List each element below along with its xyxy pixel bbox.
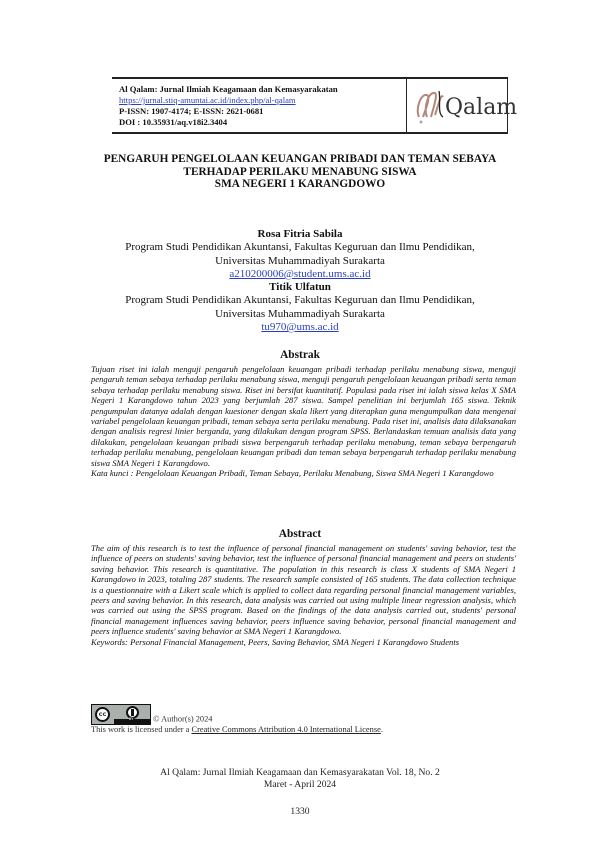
footer-date: Maret - April 2024 bbox=[263, 779, 337, 790]
author-university: Universitas Muhammadiyah Surakarta bbox=[215, 254, 385, 267]
abstract-section bbox=[91, 543, 516, 647]
author-name: Titik Ulfatun bbox=[269, 281, 331, 294]
journal-doi: DOI : 10.35931/aq.v18i2.3404 bbox=[119, 117, 228, 127]
journal-header bbox=[112, 77, 518, 134]
title-line: TERHADAP PERILAKU MENABUNG SISWA bbox=[183, 165, 417, 178]
badge-by-label: BY bbox=[129, 716, 134, 721]
author-block bbox=[60, 281, 540, 334]
page-number: 1330 bbox=[290, 806, 310, 817]
copyright-text: © Author(s) 2024 bbox=[153, 714, 213, 724]
abstract-body: The aim of this research is to test the influence of personal financial management on students' saving behavior, test the influence of peers on students' saving behavior, test the influence of personal financial management and peers on students' saving behavior. This research is quantitative. The population in this research is class X students of SMA Negeri 1 Karangdowo in 2023, totaling 287 students. The research sample consisted of 165 students. The data collection technique is a questionnaire with a Likert scale which is applied to collect data regarding personal financial management variables, peers and saving behavior. In this research, data analysis was carried out using multiple linear regression analysis, which was carried out using the SPSS program. Based on the findings of the data analysis carried out, students' personal financial management influences saving behavior, peers influence saving behavior, personal financial management and peers influence students' saving behavior at SMA Negeri 1 Karangdowo. bbox=[91, 543, 516, 637]
journal-info bbox=[119, 84, 338, 128]
cc-by-badge-icon[interactable] bbox=[91, 704, 151, 725]
footer-journal: Al Qalam: Jurnal Ilmiah Keagamaan dan Kemasyarakatan Vol. 18, No. 2 bbox=[160, 767, 440, 778]
author-email-link[interactable]: a210200006@student.ums.ac.id bbox=[229, 267, 371, 280]
author-block bbox=[60, 228, 540, 281]
author-affiliation: Program Studi Pendidikan Akuntansi, Fakultas Keguruan dan Ilmu Pendidikan, bbox=[125, 241, 475, 254]
title-line: SMA NEGERI 1 KARANGDOWO bbox=[214, 178, 386, 190]
title-line: PENGARUH PENGELOLAAN KEUANGAN PRIBADI DAN TEMAN SEBAYA bbox=[103, 153, 497, 165]
author-list bbox=[60, 228, 540, 334]
author-name: Rosa Fitria Sabila bbox=[257, 228, 343, 240]
author-affiliation: Program Studi Pendidikan Akuntansi, Fakultas Keguruan dan Ilmu Pendidikan, bbox=[125, 294, 475, 307]
author-university: Universitas Muhammadiyah Surakarta bbox=[215, 307, 385, 320]
al-qalam-logo-icon bbox=[413, 87, 518, 125]
abstract-heading: Abstract bbox=[278, 528, 322, 540]
abstrak-heading: Abstrak bbox=[280, 349, 320, 361]
author-email-link[interactable]: tu970@ums.ac.id bbox=[261, 321, 339, 334]
abstract-keywords: Keywords: Personal Financial Management, Peers, Saving Behavior, SMA Negeri 1 Karangdowo Students bbox=[91, 636, 460, 647]
abstrak-section bbox=[91, 364, 516, 478]
page-footer bbox=[60, 767, 540, 791]
journal-name: Al Qalam: Jurnal Ilmiah Keagamaan dan Kemasyarakatan bbox=[119, 84, 338, 94]
license-suffix: . bbox=[380, 725, 383, 734]
license-link[interactable]: Creative Commons Attribution 4.0 International License bbox=[191, 725, 381, 734]
license-prefix: This work is licensed under a bbox=[91, 725, 192, 734]
journal-url-link[interactable]: https://jurnal.stiq-amuntai.ac.id/index.php/al-qalam bbox=[119, 95, 296, 105]
license-block bbox=[91, 704, 521, 736]
journal-issn: P-ISSN: 1907-4174; E-ISSN: 2621-0681 bbox=[119, 106, 264, 116]
paper-title bbox=[60, 153, 540, 191]
abstrak-keywords: Kata kunci : Pengelolaan Keuangan Pribadi, Teman Sebaya, Perilaku Menabung, Siswa SMA Negeri 1 Karangdowo bbox=[91, 468, 494, 479]
logo-wordmark: Qalam bbox=[445, 95, 518, 120]
journal-logo bbox=[406, 77, 518, 134]
cc-icon: cc bbox=[95, 707, 110, 722]
abstrak-body: Tujuan riset ini ialah menguji pengaruh pengelolaan keuangan pribadi terhadap perilaku menabung siswa, menguji pengaruh teman sebaya terhadap perilaku menabung siswa, menguji pengaruh pengelolaan keuangan pribadi serta teman sebaya terhadap perilaku menabung siswa. Riset ini bersifat kuantitatif. Populasi pada riset ini ialah siswa kelas X SMA Negeri 1 Karangdowo tahun 2023 yang berjumlah 287 siswa. Sampel penelitian ini berjumlah 165 siswa. Teknik pengumpulan datanya adalah dengan kuesioner dengan skala likert yang diterapkan guna mengumpulkan data mengenai variabel pengelolaan keuangan pribadi, teman sebaya serta perilaku menabung. Pada riset ini, analisis data dilaksanakan dengan analisis regresi linier berganda, yang dilakukan dengan program SPSS. Berlandaskan temuan analisis data yang dilakukan, pengelolaan keuangan pribadi siswa berpengaruh terhadap perilaku menabung, teman sebaya berpengaruh terhadap perilaku menabung, pengelolaan keuangan pribadi dan teman sebaya berpengaruh terhadap perilaku menabung siswa SMA Negeri 1 Karangdowo. bbox=[91, 364, 516, 468]
